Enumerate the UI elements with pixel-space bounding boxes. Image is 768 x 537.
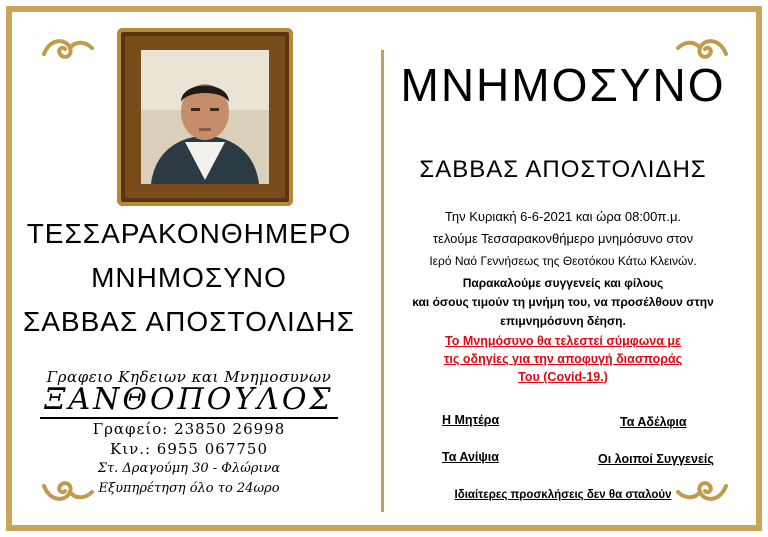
portrait-photo bbox=[141, 50, 269, 184]
signature-nephews: Τα Ανίψια bbox=[442, 450, 499, 464]
left-deceased-name: ΣΑΒΒΑΣ ΑΠΟΣΤΟΛΙΔΗΣ bbox=[22, 306, 356, 337]
notice-line-ceremony: τελούμε Τεσσαρακονθήμερο μνημόσυνο στον bbox=[432, 231, 694, 246]
service-hours: Εξυπηρέτηση όλο το 24ωρο bbox=[98, 481, 280, 496]
right-deceased-name: ΣΑΒΒΑΣ ΑΠΟΣΤΟΛΙΔΗΣ bbox=[419, 156, 707, 183]
top-left-ornament-icon bbox=[40, 34, 96, 64]
office-address: Στ. Δραγούμη 30 - Φλώρινα bbox=[97, 461, 281, 476]
signature-mother: Η Μητέρα bbox=[442, 413, 500, 427]
covid-notice-line-1: Το Μνημόσυνο θα τελεστεί σύμφωνα με bbox=[445, 334, 681, 348]
signature-relatives: Οι λοιποί Συγγενείς bbox=[598, 452, 714, 466]
office-phone: Γραφείο: 23850 26998 bbox=[92, 420, 286, 438]
covid-notice-line-3: Του (Covid-19.) bbox=[518, 370, 608, 384]
signature-siblings: Τα Αδέλφια bbox=[620, 415, 687, 429]
company-name: ΞΑΝΘΟΠΟΥΛΟΣ bbox=[0, 382, 378, 417]
mobile-phone: Κιν.: 6955 067750 bbox=[110, 440, 268, 458]
right-title: ΜΝΗΜΟΣΥΝΟ bbox=[400, 59, 726, 111]
portrait-frame bbox=[117, 28, 293, 206]
notice-line-prayer: επιμνημόσυνη δέηση. bbox=[500, 314, 626, 328]
notice-line-honor: και όσους τιμούν τη μνήμη του, να προσέλθουν στην bbox=[412, 295, 714, 309]
notice-line-invite: Παρακαλούμε συγγενείς και φίλους bbox=[462, 276, 664, 290]
left-heading-memorial: ΜΝΗΜΟΣΥΝΟ bbox=[91, 262, 287, 293]
left-heading-40-day: ΤΕΣΣΑΡΑΚΟΝΘΗΜΕΡΟ bbox=[26, 218, 352, 249]
notice-line-date: Την Κυριακή 6-6-2021 και ώρα 08:00π.μ. bbox=[444, 209, 682, 224]
notice-line-church: Ιερό Ναό Γεννήσεως της Θεοτόκου Κάτω Κλεινών. bbox=[429, 254, 697, 268]
vertical-divider bbox=[381, 50, 384, 512]
funeral-office-title: Γραφειο Κηδειων και Μνημοσυνων bbox=[46, 368, 332, 386]
footer-note: Ιδιαίτερες προσκλήσεις δεν θα σταλούν bbox=[454, 489, 672, 501]
covid-notice-line-2: τις οδηγίες για την αποφυγή διασποράς bbox=[443, 352, 683, 366]
